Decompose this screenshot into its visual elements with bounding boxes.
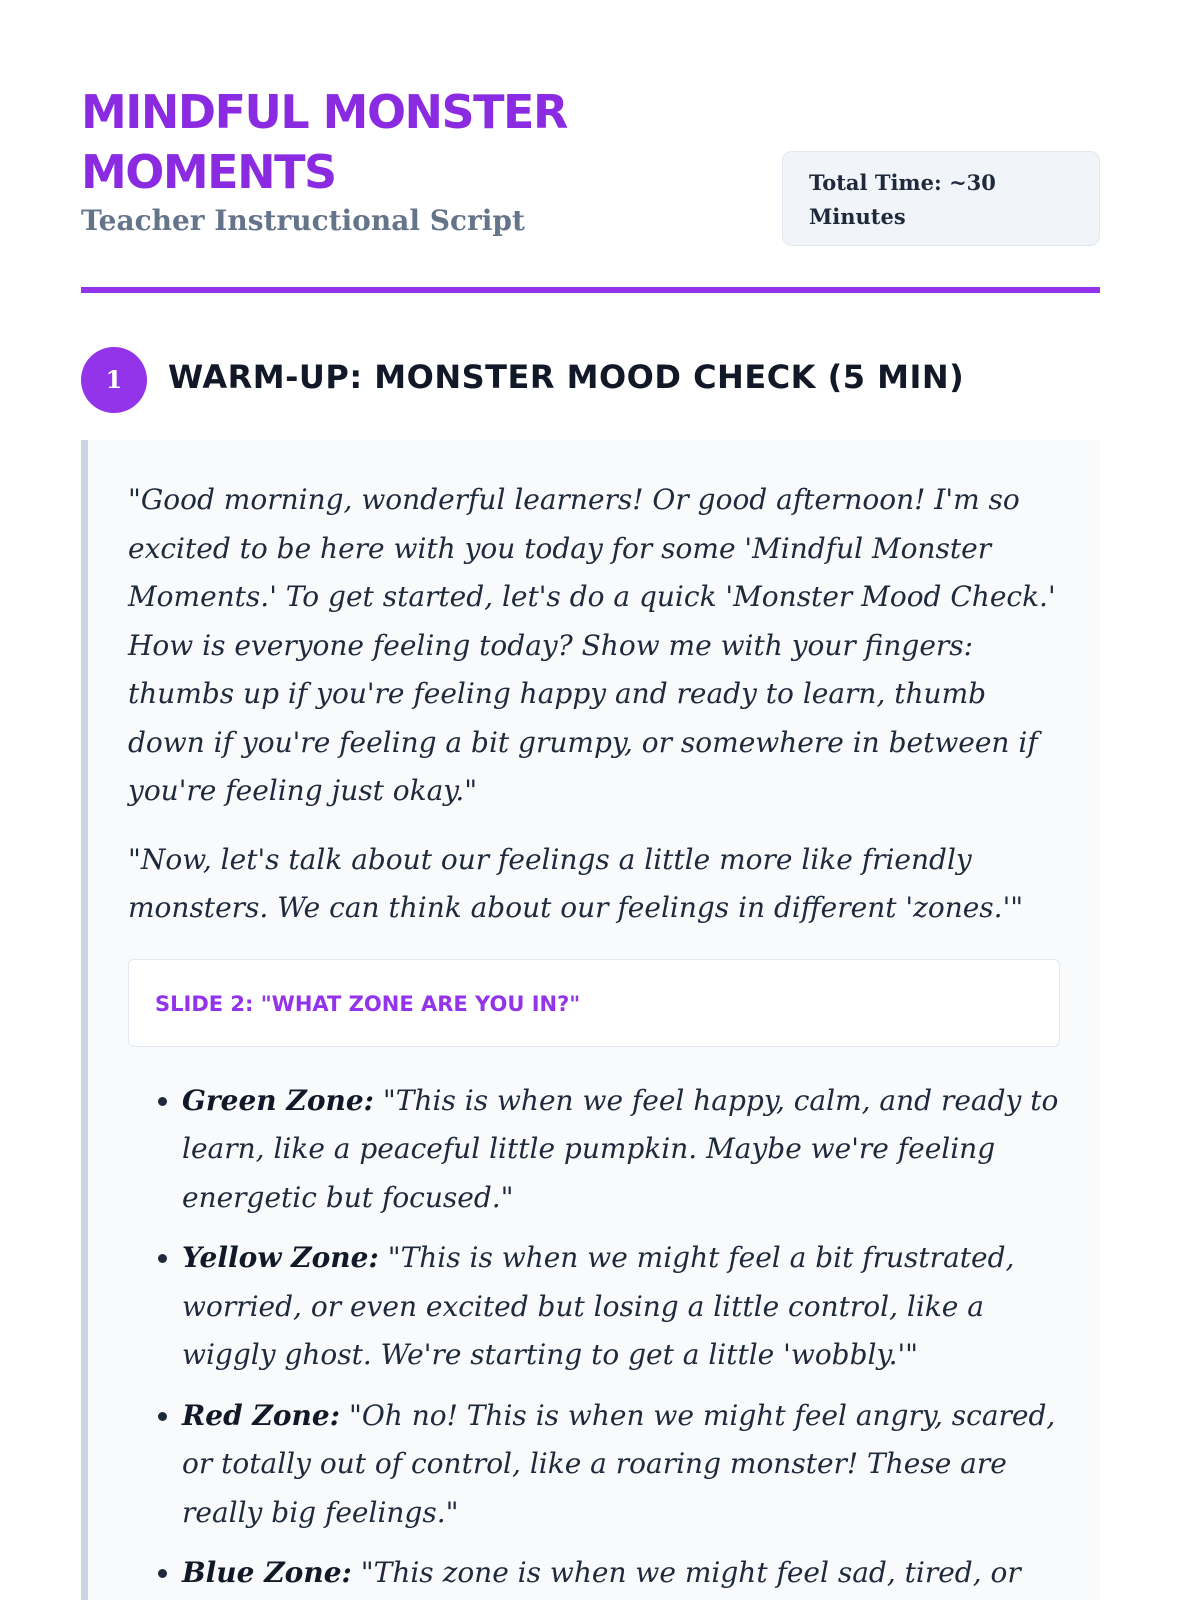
zone-description: "Oh no! This is when we might feel angry, scared, or totally out of control, like a roaring monster! These are really big feelings." [182, 1398, 1056, 1529]
slide-callout [128, 959, 1060, 1047]
zone-description: "This is when we might feel a bit frustrated, worried, or even excited but losing a little control, like a wiggly ghost. We're starting to get a little 'wobbly.'" [182, 1241, 1015, 1371]
zone-name: Yellow Zone: [182, 1241, 379, 1274]
section-heading [81, 292, 1100, 440]
total-time-box [782, 151, 1100, 246]
zone-item-blue [182, 1549, 1060, 1598]
zones-list [128, 1077, 1060, 1598]
zone-name: Red Zone: [182, 1398, 341, 1432]
zone-description: "This is when we feel happy, calm, and ready to learn, like a peaceful little pumpkin. Maybe we're feeling energetic but focused." [182, 1083, 1059, 1214]
zone-item-yellow [182, 1234, 1060, 1380]
zone-description: "This zone is when we might feel sad, tired, or [351, 1556, 1021, 1589]
total-time-label: Total Time: ~30 Minutes [809, 170, 996, 229]
zone-item-green [182, 1077, 1060, 1223]
section-title: WARM-UP: MONSTER MOOD CHECK (5 MIN) [168, 358, 965, 396]
script-paragraph: "Good morning, wonderful learners! Or good afternoon! I'm so excited to be here with you today for some 'Mindful Monster Moments.' To get started, let's do a quick 'Monster Mood Check.' How is everyone feeling today? Show me with your fingers: thumbs up if you're feeling happy and ready to learn, thumb down if you're feeling a bit grumpy, or somewhere in between if you're feeling just okay." [128, 483, 1056, 807]
page-title: MINDFUL MONSTER MOMENTS [81, 85, 567, 199]
script-paragraph: "Now, let's talk about our feelings a little more like friendly monsters. We can think about our feelings in different 'zones.'" [128, 842, 1024, 924]
zone-name: Blue Zone: [182, 1556, 352, 1589]
zone-item-red [182, 1392, 1060, 1538]
page-header [81, 0, 1100, 292]
zone-name: Green Zone: [182, 1083, 375, 1117]
page-subtitle: Teacher Instructional Script [81, 204, 525, 237]
script-block [81, 440, 1100, 1600]
section-number-badge: 1 [81, 347, 147, 413]
slide-label: SLIDE 2: "WHAT ZONE ARE YOU IN?" [155, 991, 581, 1016]
